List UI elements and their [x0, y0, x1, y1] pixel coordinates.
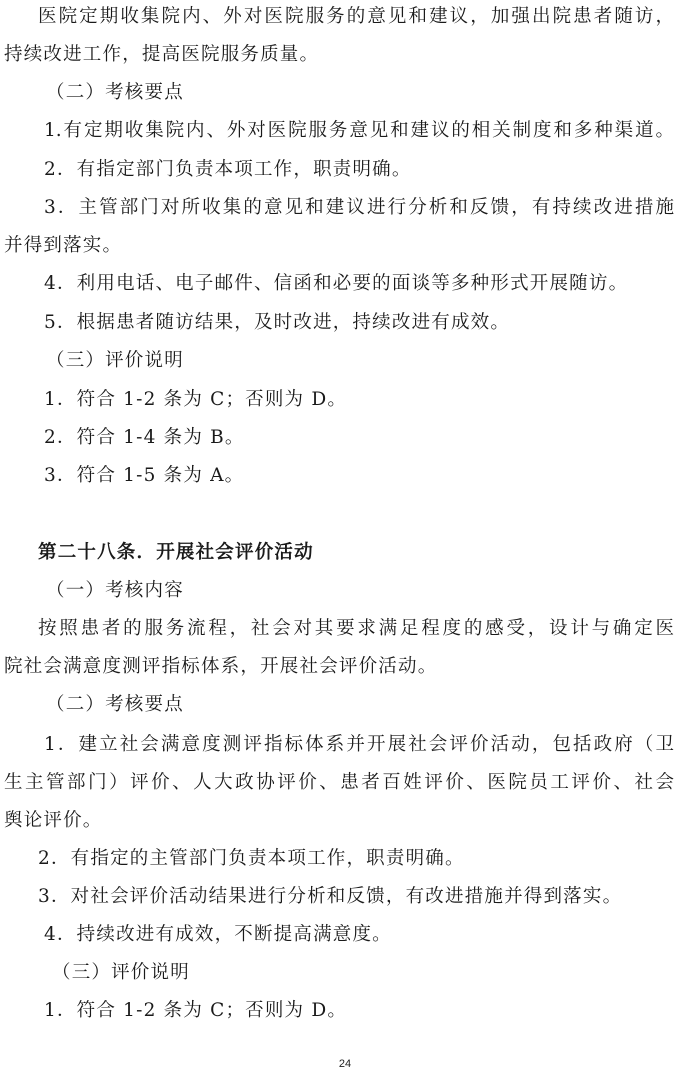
para-line: 按照患者的服务流程，社会对其要求满足程度的感受，设计与确定医 — [38, 618, 674, 639]
list-item: 2．有指定部门负责本项工作，职责明确。 — [44, 159, 412, 180]
section-heading: （一）考核内容 — [46, 580, 184, 601]
list-item: 4．利用电话、电子邮件、信函和必要的面谈等多种形式开展随访。 — [44, 273, 629, 294]
section-heading: （二）考核要点 — [46, 82, 184, 103]
list-item: 3．对社会评价活动结果进行分析和反馈，有改进措施并得到落实。 — [38, 886, 623, 907]
list-item: 1．符合 1-2 条为 C；否则为 D。 — [44, 389, 348, 410]
list-item: 2．有指定的主管部门负责本项工作，职责明确。 — [38, 848, 465, 869]
para-line: 持续改进工作，提高医院服务质量。 — [4, 44, 320, 65]
list-item: 5．根据患者随访结果，及时改进，持续改进有成效。 — [44, 312, 511, 333]
list-item-continued: 生主管部门）评价、人大政协评价、患者百姓评价、医院员工评价、社会 — [4, 772, 674, 793]
list-item-continued: 舆论评价。 — [4, 810, 103, 831]
list-item: 3．主管部门对所收集的意见和建议进行分析和反馈，有持续改进措施 — [44, 197, 674, 218]
section-heading: （三）评价说明 — [52, 962, 190, 983]
list-item-continued: 并得到落实。 — [4, 235, 123, 256]
page-number: 24 — [338, 1058, 352, 1070]
section-heading: （三）评价说明 — [46, 350, 184, 371]
list-item: 1．建立社会满意度测评指标体系并开展社会评价活动，包括政府（卫 — [44, 734, 674, 755]
list-item: 1.有定期收集院内、外对医院服务意见和建议的相关制度和多种渠道。 — [44, 120, 674, 141]
list-item: 3．符合 1-5 条为 A。 — [44, 465, 245, 486]
list-item: 2．符合 1-4 条为 B。 — [44, 427, 245, 448]
para-line: 院社会满意度测评指标体系，开展社会评价活动。 — [4, 656, 438, 677]
article-title: 第二十八条．开展社会评价活动 — [38, 542, 314, 563]
section-heading: （二）考核要点 — [46, 694, 184, 715]
para-line: 医院定期收集院内、外对医院服务的意见和建议，加强出院患者随访， — [38, 6, 674, 27]
list-item: 1．符合 1-2 条为 C；否则为 D。 — [44, 1000, 348, 1021]
list-item: 4．持续改进有成效，不断提高满意度。 — [44, 924, 392, 945]
